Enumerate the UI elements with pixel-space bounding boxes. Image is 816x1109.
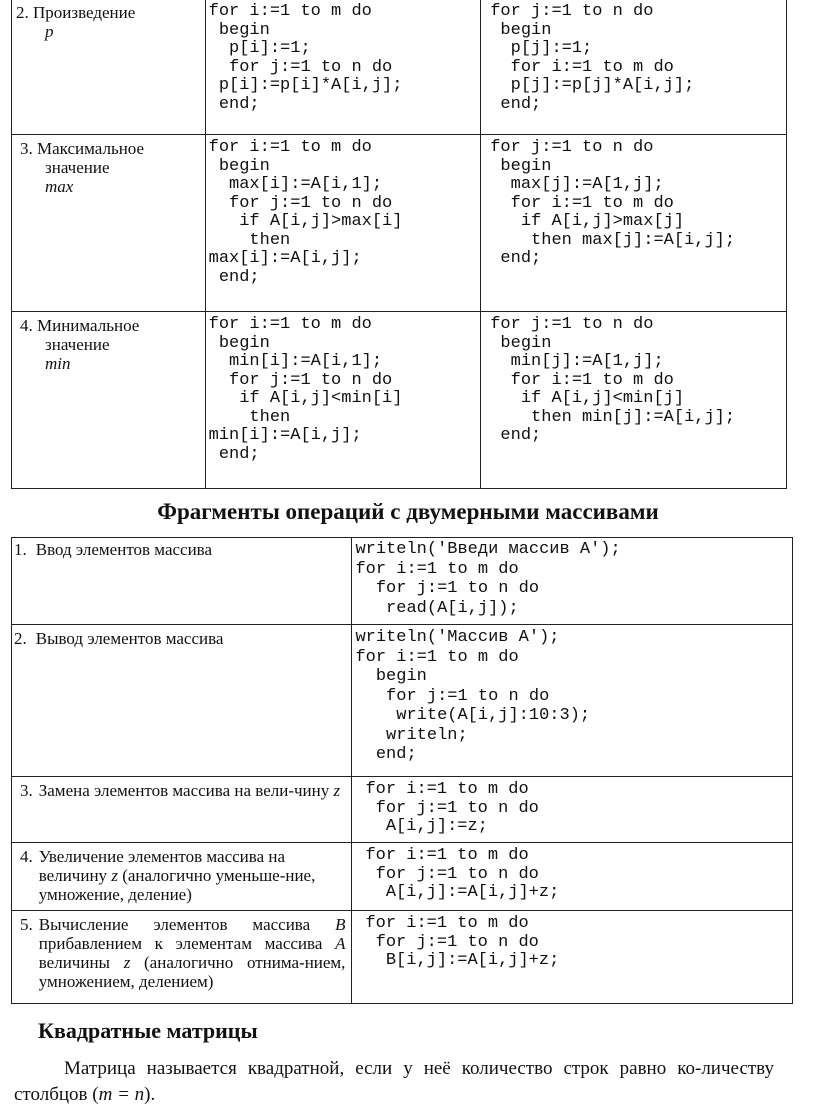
row-number: 3.	[20, 781, 33, 800]
array-operations-table	[11, 537, 793, 1004]
variable-name: p	[45, 22, 54, 41]
operation-name: Ввод элементов массива	[35, 540, 213, 559]
code-by-rows: for i:=1 to m do begin max[i]:=A[i,1]; for j:=1 to n do if A[i,j]>max[i] then max[i]:=A[i,j]; end;	[208, 138, 403, 287]
row-label	[20, 139, 201, 196]
variable-name-2: A	[335, 934, 346, 953]
table-row	[12, 911, 793, 1004]
table-row	[12, 0, 787, 135]
operation-name-2: значение	[45, 335, 110, 354]
row-number: 2.	[14, 629, 27, 648]
label-text-2: прибавлением к элементам массива	[38, 934, 336, 953]
row-label	[20, 781, 345, 800]
label-text: Увеличение элементов массива на величину	[38, 847, 286, 885]
row-number: 2.	[16, 3, 29, 22]
code-by-rows: for i:=1 to m do begin min[i]:=A[i,1]; for j:=1 to n do if A[i,j]<min[i] then min[i]:=A[i,j]; end;	[208, 315, 403, 464]
paragraph-text: Матрица называется квадратной, если у неё количество строк равно ко-личеству столбцов (	[14, 1058, 774, 1105]
row-number: 3.	[20, 139, 33, 158]
row-number: 5.	[20, 915, 33, 934]
operation-name	[39, 781, 346, 800]
subheading: Квадратные матрицы	[38, 1018, 258, 1043]
code-by-columns: for j:=1 to n do begin min[j]:=A[1,j]; for i:=1 to m do if A[i,j]<min[j] then min[j]:=A[i,j]; end;	[490, 315, 736, 445]
operation-name	[39, 915, 346, 991]
paragraph-tail: ).	[144, 1084, 156, 1105]
operation-name: Вывод элементов массива	[35, 629, 224, 648]
operation-name: Минимальное	[37, 316, 140, 335]
table-row	[12, 312, 787, 489]
row-number: 4.	[20, 847, 33, 866]
row-label	[16, 3, 201, 41]
table-row	[12, 625, 793, 777]
table-row	[12, 777, 793, 843]
variable-name: z	[333, 781, 341, 800]
code-fragment: for i:=1 to m do for j:=1 to n do A[i,j]:=A[i,j]+z;	[365, 846, 560, 902]
label-text: Вычисление элементов массива	[38, 915, 336, 934]
code-fragment: for i:=1 to m do for j:=1 to n do B[i,j]:=A[i,j]+z;	[365, 914, 560, 970]
table-row	[12, 135, 787, 312]
formula: m = n	[98, 1084, 145, 1105]
variable-name-3: z	[123, 953, 131, 972]
table-row	[12, 538, 793, 625]
label-text-tail: (аналогично отнима-нием, умножением, делением)	[38, 953, 346, 991]
variable-name: min	[45, 354, 71, 373]
row-number: 1.	[14, 540, 27, 559]
operation-name: Максимальное	[37, 139, 145, 158]
code-fragment: writeln('Массив A'); for i:=1 to m do begin for j:=1 to n do write(A[i,j]:10:3); writeln; end;	[355, 628, 591, 764]
row-label	[20, 316, 201, 373]
label-text-3: величины	[38, 953, 124, 972]
label-text: Замена элементов массива на вели-чину	[38, 781, 334, 800]
table-row-column-operations	[11, 0, 787, 489]
row-label	[14, 629, 345, 648]
code-fragment: writeln('Введи массив A'); for i:=1 to m do for j:=1 to n do read(A[i,j]);	[355, 540, 621, 618]
row-label	[14, 540, 345, 559]
row-label	[20, 915, 345, 991]
row-number: 4.	[20, 316, 33, 335]
code-fragment: for i:=1 to m do for j:=1 to n do A[i,j]:=z;	[365, 780, 539, 836]
label-text-tail: (аналогично уменьше-ние, умножение, деление)	[38, 866, 316, 904]
section-title: Фрагменты операций с двумерными массивами	[157, 499, 659, 524]
variable-name: z	[111, 866, 118, 885]
table-row	[12, 843, 793, 911]
operation-name	[39, 847, 346, 904]
code-by-columns: for j:=1 to n do begin max[j]:=A[1,j]; for i:=1 to m do if A[i,j]>max[j] then max[j]:=A[i,j]; end;	[490, 138, 736, 268]
operation-name: Произведение	[33, 3, 136, 22]
code-by-rows: for i:=1 to m do begin p[i]:=1; for j:=1 to n do p[i]:=p[i]*A[i,j]; end;	[208, 2, 403, 114]
variable-name: max	[45, 177, 74, 196]
row-label	[20, 847, 345, 904]
operation-name-2: значение	[45, 158, 110, 177]
definition-paragraph	[14, 1056, 774, 1108]
variable-name: B	[335, 915, 346, 934]
code-by-columns: for j:=1 to n do begin p[j]:=1; for i:=1 to m do p[j]:=p[j]*A[i,j]; end;	[490, 2, 695, 114]
